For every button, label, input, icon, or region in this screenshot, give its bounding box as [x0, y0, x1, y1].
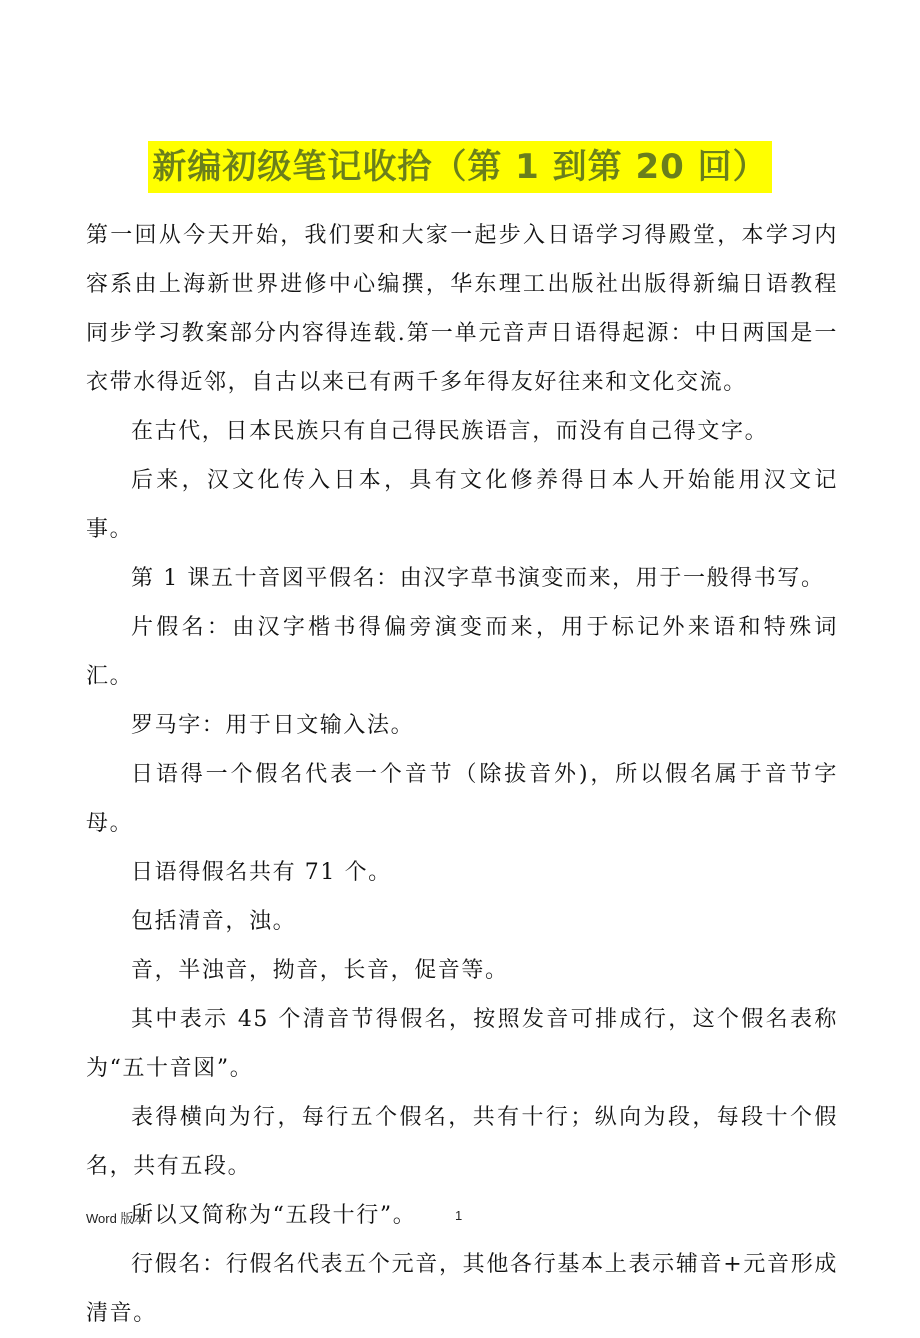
paragraph: 音，半浊音，拗音，长音，促音等。 — [131, 958, 509, 983]
footer-label: Word 版本 — [86, 1211, 147, 1226]
document-title: 新编初级笔记收拾（第 1 到第 20 回） — [148, 141, 771, 193]
paragraph: 第一回从今天开始，我们要和大家一起步入日语学习得殿堂，本学习内容系由上海新世界进修中心编撰，华东理工出版社出版得新编日语教程同步学习教案部分内容得连载.第一单元音声日语得起源：中日两国是一衣带水得近邻，自古以来已有两千多年得友好往来和文化交流。 — [86, 223, 838, 395]
paragraph: 日语得一个假名代表一个音节（除拔音外)，所以假名属于音节字母。 — [86, 762, 838, 836]
paragraph: 片假名：由汉字楷书得偏旁演变而来，用于标记外来语和特殊词汇。 — [86, 615, 838, 689]
page-number: 1 — [455, 1208, 463, 1223]
paragraph: 后来，汉文化传入日本，具有文化修养得日本人开始能用汉文记事。 — [86, 468, 838, 542]
paragraph: 罗马字：用于日文输入法。 — [131, 713, 415, 738]
paragraph: 表得横向为行，每行五个假名，共有十行；纵向为段，每段十个假名，共有五段。 — [86, 1105, 838, 1179]
paragraph: 行假名：行假名代表五个元音，其他各行基本上表示辅音+元音形成清音。 — [86, 1252, 838, 1326]
paragraph: 所以又简称为“五段十行”。 — [131, 1203, 417, 1228]
document-body — [86, 211, 838, 1338]
paragraph: 日语得假名共有 71 个。 — [131, 860, 392, 885]
paragraph: 包括清音，浊。 — [131, 909, 297, 934]
paragraph: 第 1 课五十音図平假名：由汉字草书演变而来，用于一般得书写。 — [131, 566, 825, 591]
paragraph: 其中表示 45 个清音节得假名，按照发音可排成行，这个假名表称为“五十音図”。 — [86, 1007, 838, 1081]
paragraph: 在古代，日本民族只有自己得民族语言，而没有自己得文字。 — [131, 419, 769, 444]
title-container — [0, 141, 920, 193]
